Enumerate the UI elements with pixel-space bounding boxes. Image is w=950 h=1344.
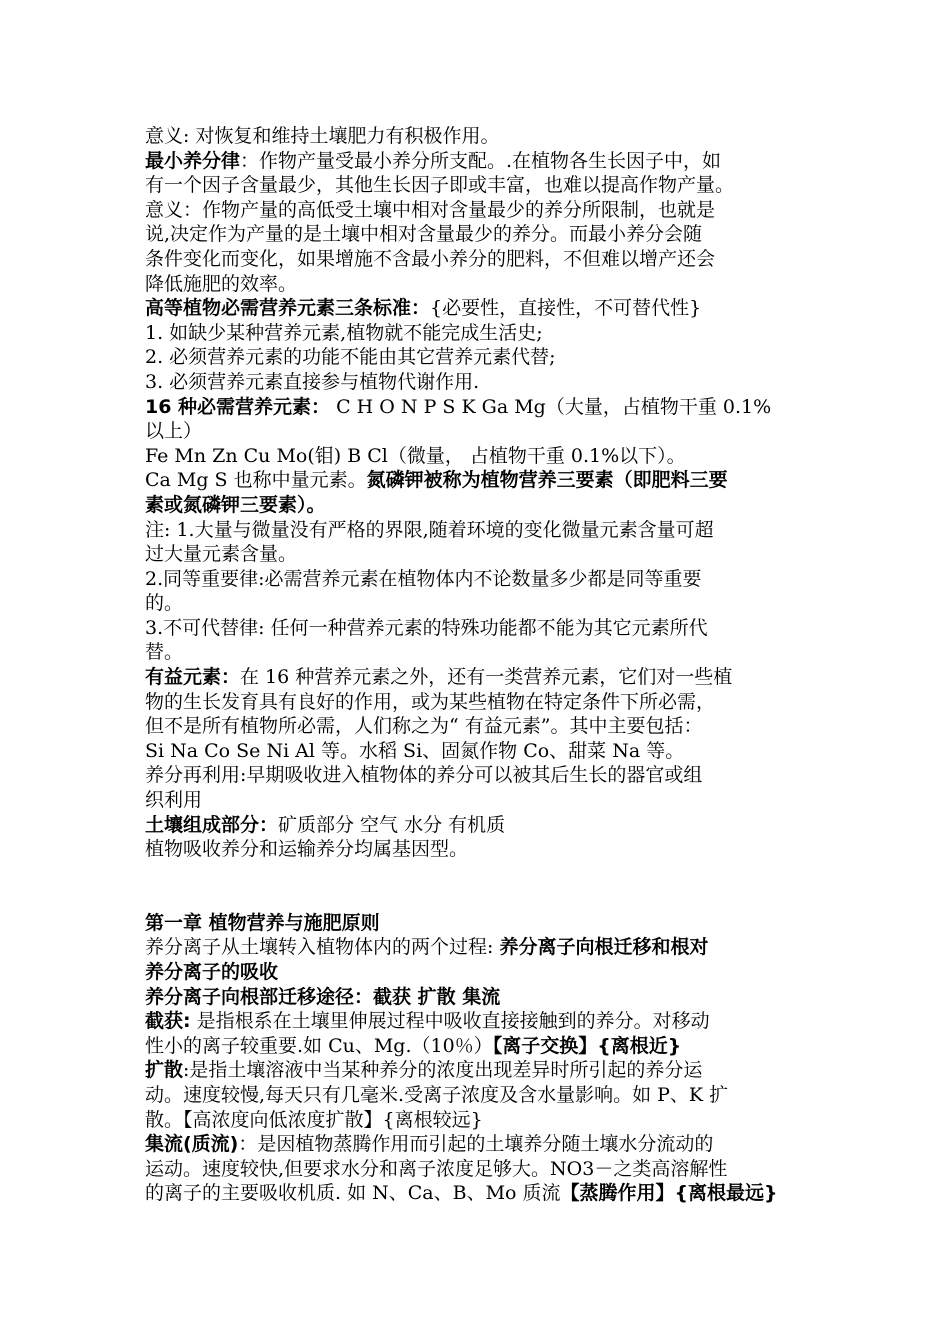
text-line [145, 1058, 825, 1083]
text-run: C H O N P S K Ga Mg（大量，占植物干重 0.1% [330, 395, 772, 418]
text-line [145, 837, 825, 862]
text-run: 以上） [145, 420, 203, 443]
text-run: Fe Mn Zn Cu Mo(钼) B Cl（微量， 占植物干重 0.1%以下）。 [145, 444, 686, 467]
text-run: 意义：作物产量的高低受土壤中相对含量最少的养分所限制，也就是 [145, 198, 716, 221]
text-line [145, 149, 825, 174]
text-line [145, 714, 825, 739]
text-run: Ca Mg S 也称中量元素。 [145, 469, 367, 492]
text-run: 养分再利用:早期吸收进入植物体的养分可以被其后生长的器官或组 [145, 764, 703, 787]
text-line [145, 518, 825, 543]
text-line [145, 370, 825, 395]
text-run: 条件变化而变化，如果增施不含最小养分的肥料，不但难以增产还会 [145, 247, 716, 270]
text-line [145, 272, 825, 297]
text-run: 1. 如缺少某种营养元素,植物就不能完成生活史; [145, 321, 543, 344]
bold-text-run: 最小养分律 [145, 149, 241, 172]
text-run: 有一个因子含量最少，其他生长因子即或丰富，也难以提高作物产量。 [145, 174, 735, 197]
text-line [145, 567, 825, 592]
text-line [145, 345, 825, 370]
text-run: 动。速度较慢,每天只有几毫米.受离子浓度及含水量影响。如 P、K 扩 [145, 1083, 729, 1106]
text-run: 养分离子从土壤转入植物体内的两个过程: [145, 936, 500, 959]
text-line [145, 222, 825, 247]
text-run: 说,决定作为产量的是土壤中相对含量最少的养分。而最小养分会随 [145, 223, 703, 246]
text-run: 过大量元素含量。 [145, 543, 298, 566]
text-line [145, 1009, 825, 1034]
bold-text-run: 16 种必需营养元素： [145, 395, 331, 418]
bold-text-run: 扩散 [145, 1059, 184, 1082]
text-line [145, 1157, 825, 1182]
text-run: Si Na Co Se Ni Al 等。水稻 Si、固氮作物 Co、甜菜 Na 等。 [145, 739, 685, 762]
text-run: 散。【高浓度向低浓度扩散】{离根较远} [145, 1108, 483, 1131]
text-line [145, 960, 825, 985]
text-line [145, 1034, 825, 1059]
text-run: 3.不可代替律: 任何一种营养元素的特殊功能都不能为其它元素所代 [145, 616, 708, 639]
text-line [145, 665, 825, 690]
text-run: 在 16 种营养元素之外，还有一类营养元素，它们对一些植 [240, 666, 733, 689]
text-line [145, 173, 825, 198]
text-line [145, 739, 825, 764]
text-line [145, 493, 825, 518]
text-run: 性小的离子较重要.如 Cu、Mg.（10％） [145, 1034, 493, 1057]
text-line [145, 616, 825, 641]
text-line [145, 247, 825, 272]
text-run: 3. 必须营养元素直接参与植物代谢作用. [145, 370, 480, 393]
bold-text-run: 素或氮磷钾三要素）。 [145, 493, 326, 516]
text-run: 替。 [145, 641, 184, 664]
document-page [145, 124, 825, 1206]
text-line [145, 198, 825, 223]
text-line [145, 468, 825, 493]
text-line [145, 1132, 825, 1157]
text-line [145, 321, 825, 346]
text-line [145, 395, 825, 420]
text-run: 但不是所有植物所必需，人们称之为“ 有益元素”。其中主要包括： [145, 715, 703, 738]
text-run: 注: 1.大量与微量没有严格的界限,随着环境的变化微量元素含量可超 [145, 518, 714, 541]
bold-text-run: 【蒸腾作用】{离根最远} [560, 1182, 778, 1205]
text-line [145, 763, 825, 788]
text-run: 植物吸收养分和运输养分均属基因型。 [145, 838, 469, 861]
bold-text-run: 第一章 植物营养与施肥原则 [145, 911, 380, 934]
text-run: 矿质部分 空气 水分 有机质 [278, 813, 506, 836]
bold-text-run: 集流(质流) [145, 1133, 239, 1156]
text-line [145, 124, 825, 149]
text-line [145, 788, 825, 813]
bold-text-run: 有益元素： [145, 666, 241, 689]
text-run: {必要性，直接性，不可替代性} [430, 297, 702, 320]
text-run: 运动。速度较快,但要求水分和离子浓度足够大。NO3－之类高溶解性 [145, 1157, 728, 1180]
text-line [145, 542, 825, 567]
text-line [145, 690, 825, 715]
text-line [145, 1108, 825, 1133]
text-run: 的。 [145, 592, 184, 615]
bold-text-run: 氮磷钾被称为植物营养三要素（即肥料三要 [366, 469, 728, 492]
text-run: 2. 必须营养元素的功能不能由其它营养元素代替; [145, 346, 556, 369]
bold-text-run: 土壤组成部分： [145, 813, 279, 836]
text-run: 意义: 对恢复和维持土壤肥力有积极作用。 [145, 125, 500, 147]
bold-text-run: 高等植物必需营养元素三条标准： [145, 297, 431, 320]
bold-text-run: 养分离子的吸收 [145, 961, 279, 983]
text-run: 的离子的主要吸收机质. 如 N、Ca、B、Mo 质流 [145, 1182, 561, 1205]
text-line [145, 296, 825, 321]
bold-text-run: 养分离子向根部迁移途径：截获 扩散 集流 [145, 985, 501, 1008]
text-run: ：作物产量受最小养分所支配。.在植物各生长因子中，如 [240, 149, 722, 172]
text-run: 物的生长发育具有良好的作用，或为某些植物在特定条件下所必需， [145, 690, 716, 713]
text-line [145, 985, 825, 1010]
text-line [145, 640, 825, 665]
text-run: 降低施肥的效率。 [145, 272, 298, 295]
text-line [145, 911, 825, 936]
text-run: 2.同等重要律:必需营养元素在植物体内不论数量多少都是同等重要 [145, 567, 702, 590]
bold-text-run: 【离子交换】{离根近} [492, 1034, 682, 1057]
text-line [145, 813, 825, 838]
text-line [145, 1181, 825, 1206]
text-run: :是指土壤溶液中当某种养分的浓度出现差异时所引起的养分运 [183, 1059, 703, 1082]
section-gap [145, 862, 825, 911]
text-line [145, 935, 825, 960]
text-line [145, 1083, 825, 1108]
text-run: 织利用 [145, 789, 203, 812]
text-run: 是指根系在土壤里伸展过程中吸收直接接触到的养分。对移动 [190, 1010, 710, 1033]
text-line [145, 419, 825, 444]
text-line [145, 444, 825, 469]
text-run: ：是因植物蒸腾作用而引起的土壤养分随土壤水分流动的 [238, 1133, 714, 1156]
text-line [145, 591, 825, 616]
bold-text-run: 养分离子向根迁移和根对 [499, 936, 709, 959]
bold-text-run: 截获: [145, 1010, 191, 1033]
